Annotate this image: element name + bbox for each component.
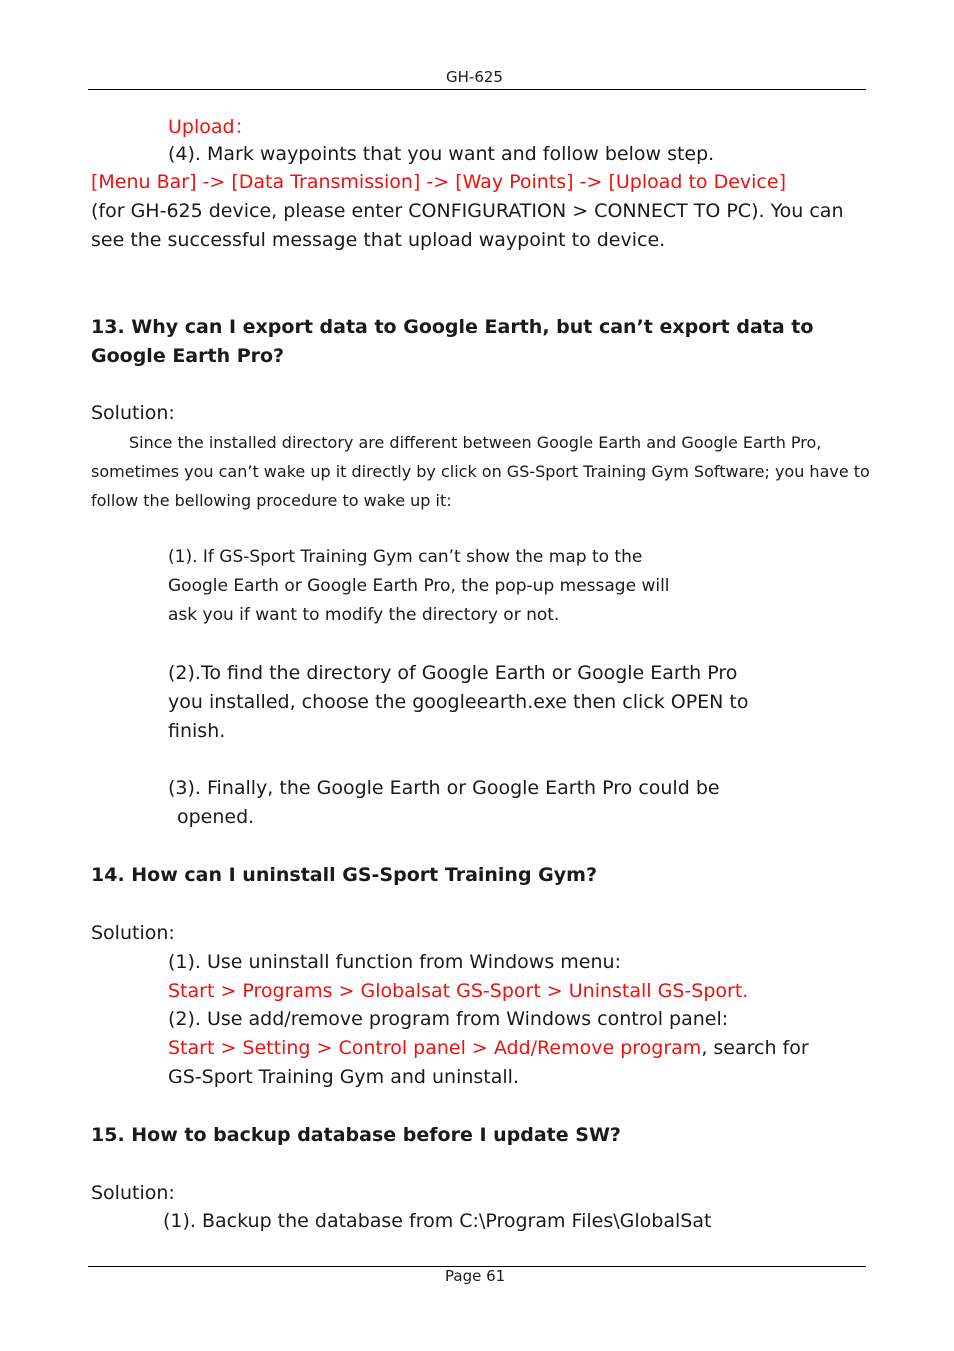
q13-step-3-line-2: opened. — [177, 806, 255, 828]
q13-solution-label: Solution: — [91, 402, 175, 424]
q14-step-2-line-2: GS-Sport Training Gym and uninstall. — [168, 1066, 519, 1088]
q13-step-2-line-1: (2).To find the directory of Google Earth or Google Earth Pro — [168, 662, 738, 684]
q15-title: 15. How to backup database before I update SW? — [91, 1124, 621, 1146]
q14-solution-label: Solution: — [91, 922, 175, 944]
q15-step-1: (1). Backup the database from C:\Program Files\GlobalSat — [163, 1210, 712, 1232]
q13-step-2-line-2: you installed, choose the googleearth.exe then click OPEN to — [168, 691, 749, 713]
q14-title: 14. How can I uninstall GS-Sport Training Gym? — [91, 864, 597, 886]
q14-step-1-path: Start > Programs > Globalsat GS-Sport > Uninstall GS-Sport. — [168, 980, 749, 1002]
q13-step-1-line-2: Google Earth or Google Earth Pro, the pop-up message will — [168, 576, 670, 596]
q13-step-1-line-1: (1). If GS-Sport Training Gym can’t show the map to the — [168, 547, 643, 567]
upload-label: Upload： — [168, 116, 254, 138]
page-number: Page 61 — [445, 1267, 506, 1285]
q14-step-2-rest: , search for — [701, 1037, 809, 1059]
header-rule — [88, 89, 866, 90]
q13-intro-line-2: sometimes you can’t wake up it directly by click on GS-Sport Training Gym Software; you have to — [91, 462, 870, 481]
q13-step-3-line-1: (3). Finally, the Google Earth or Google Earth Pro could be — [168, 777, 720, 799]
q13-intro-line-1: Since the installed directory are different between Google Earth and Google Earth Pro, — [129, 433, 822, 452]
upload-step-4: (4). Mark waypoints that you want and follow below step. — [168, 143, 715, 165]
q13-intro-line-3: follow the bellowing procedure to wake up it: — [91, 491, 452, 510]
upload-text-line-2: (for GH-625 device, please enter CONFIGURATION > CONNECT TO PC). You can — [91, 200, 844, 222]
q13-step-1-line-3: ask you if want to modify the directory or not. — [168, 605, 560, 625]
document-header-model: GH-625 — [446, 68, 503, 86]
q15-solution-label: Solution: — [91, 1182, 175, 1204]
q13-title-line-1: 13. Why can I export data to Google Earth, but can’t export data to — [91, 316, 814, 338]
q14-step-1: (1). Use uninstall function from Windows menu: — [168, 951, 621, 973]
q14-step-2-path: Start > Setting > Control panel > Add/Remove program — [168, 1037, 702, 1059]
upload-menu-path: [Menu Bar] -> [Data Transmission] -> [Way Points] -> [Upload to Device] — [91, 171, 786, 193]
q13-title-line-2: Google Earth Pro? — [91, 345, 285, 367]
upload-text-line-3: see the successful message that upload waypoint to device. — [91, 229, 666, 251]
q13-step-2-line-3: finish. — [168, 720, 226, 742]
q14-step-2: (2). Use add/remove program from Windows control panel: — [168, 1008, 729, 1030]
q14-step-2-line — [168, 1037, 809, 1059]
